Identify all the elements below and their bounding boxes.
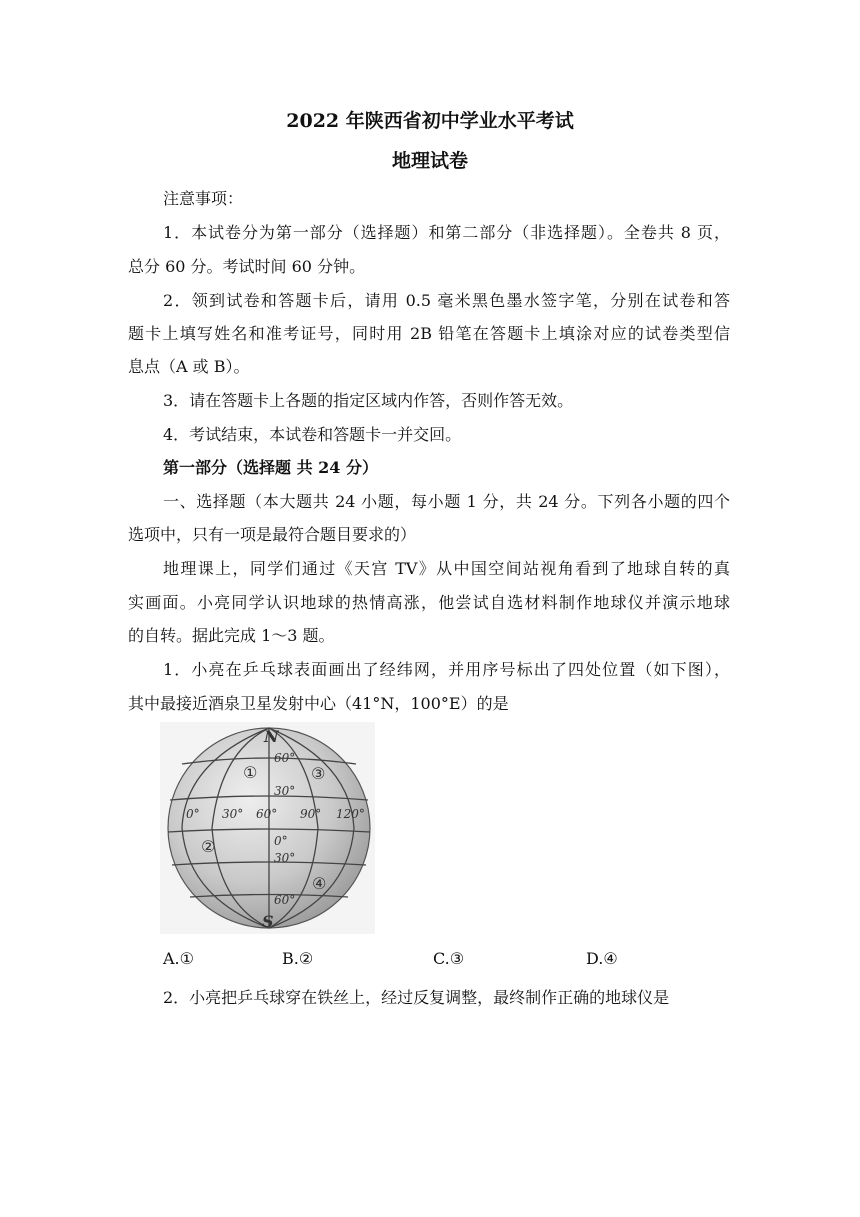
marker-1: ① [243, 763, 258, 782]
graticule-globe-figure [160, 722, 375, 934]
question-1-cont: 其中最接近酒泉卫星发射中心（41°N，100°E）的是 [128, 694, 509, 713]
notice-item-2-cont: 题卡上填写姓名和准考证号，同时用 2B 铅笔在答题卡上填涂对应的试卷类型信 [128, 324, 730, 343]
notice-item-4: 4．考试结束，本试卷和答题卡一并交回。 [163, 425, 462, 444]
context-paragraph-cont: 实画面。小亮同学认识地球的热情高涨，他尝试自选材料制作地球仪并演示地球 [128, 593, 730, 612]
lon-label: 60° [256, 807, 278, 821]
option-c: C.③ [433, 949, 465, 968]
lon-label: 0° [186, 807, 200, 821]
question-2: 2．小亮把乒乓球穿在铁丝上，经过反复调整，最终制作正确的地球仪是 [163, 988, 670, 1007]
lat-label: 30° [274, 851, 296, 865]
marker-4: ④ [312, 874, 327, 893]
page-title: 2022 年陕西省初中学业水平考试 [286, 110, 574, 132]
lat-label: 30° [274, 784, 296, 798]
marker-3: ③ [311, 764, 326, 783]
lat-label: 60° [274, 751, 296, 765]
context-paragraph: 地理课上，同学们通过《天宫 TV》从中国空间站视角看到了地球自转的真 [163, 559, 730, 578]
lon-label: 120° [336, 807, 365, 821]
lat-label: 0° [274, 834, 288, 848]
marker-2: ② [201, 837, 216, 856]
lon-label: 90° [300, 807, 322, 821]
pole-s-label: S [262, 912, 274, 931]
notice-item-3: 3．请在答题卡上各题的指定区域内作答，否则作答无效。 [163, 391, 574, 410]
context-paragraph-end: 的自转。据此完成 1～3 题。 [128, 626, 335, 645]
question-1: 1．小亮在乒乓球表面画出了经纬网，并用序号标出了四处位置（如下图）， [163, 660, 730, 679]
notice-item-2-end: 息点（A 或 B）。 [128, 357, 250, 376]
lat-label: 60° [274, 893, 296, 907]
section-instructions-cont: 选项中，只有一项是最符合题目要求的） [128, 525, 417, 544]
part1-heading: 第一部分（选择题 共 24 分） [163, 458, 378, 477]
pole-n-label: N [264, 727, 279, 746]
notice-item-2: 2．领到试卷和答题卡后，请用 0.5 毫米黑色墨水签字笔，分别在试卷和答 [163, 291, 730, 310]
option-d: D.④ [586, 949, 618, 968]
option-b: B.② [282, 949, 314, 968]
page-subtitle: 地理试卷 [391, 150, 468, 172]
notice-item-1-cont: 总分 60 分。考试时间 60 分钟。 [128, 257, 366, 276]
notice-item-1: 1．本试卷分为第一部分（选择题）和第二部分（非选择题）。全卷共 8 页， [163, 223, 730, 242]
option-a: A.① [163, 949, 194, 968]
section-instructions: 一、选择题（本大题共 24 小题，每小题 1 分，共 24 分。下列各小题的四个 [163, 492, 730, 511]
notice-heading: 注意事项： [163, 189, 244, 208]
lon-label: 30° [222, 807, 244, 821]
